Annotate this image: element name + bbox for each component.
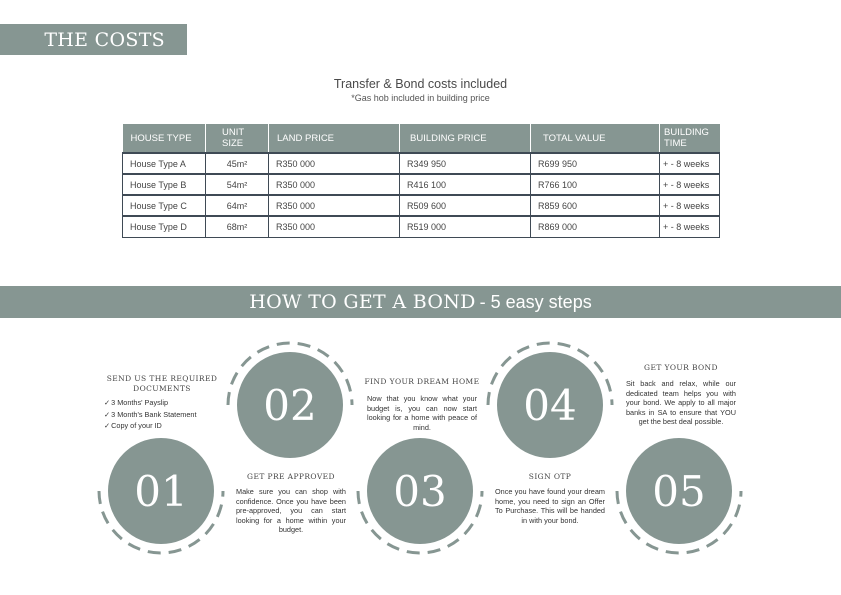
- costs-subtitle: Transfer & Bond costs included: [333, 77, 508, 91]
- cell-land-price: R350 000: [269, 174, 400, 195]
- step-circle-02: 02: [237, 352, 343, 458]
- step-title-05: GET YOUR BOND: [644, 363, 718, 372]
- cost-table: [122, 124, 720, 238]
- step-title-01: SEND US THE REQUIRED DOCUMENTS: [106, 374, 218, 393]
- step-text-02: Make sure you can shop with confidence. Once you have been pre-approved, you can start looking for a home within your budget.: [236, 487, 346, 535]
- costs-subnote: *Gas hob included in building price: [351, 93, 490, 103]
- step-title-04: SIGN OTP: [528, 472, 572, 481]
- header-house-type: HOUSE TYPE: [123, 124, 206, 153]
- step-circle-03: 03: [367, 438, 473, 544]
- cell-building-price: R519 000: [400, 216, 531, 237]
- cell-unit-size: 45m²: [206, 153, 269, 174]
- header-unit-size: UNIT SIZE: [206, 124, 269, 153]
- step-title-03: FIND YOUR DREAM HOME: [364, 377, 480, 386]
- step-text-04: Once you have found your dream home, you need to sign an Offer To Purchase. This will be handed in with your bond.: [495, 487, 605, 525]
- step-text-05: Sit back and relax, while our dedicated team helps you with your bond. We apply to all major banks in SA to ensure that YOU get the best deal possible.: [626, 379, 736, 427]
- check-icon: ✓: [104, 409, 111, 419]
- table-header-row: [123, 124, 720, 153]
- cell-land-price: R350 000: [269, 195, 400, 216]
- table-row: [123, 216, 720, 237]
- list-item: ✓Copy of your ID: [104, 421, 162, 430]
- cell-building-time: + - 8 weeks: [660, 195, 720, 216]
- cell-building-price: R416 100: [400, 174, 531, 195]
- list-item: ✓3 Months' Payslip: [104, 398, 169, 407]
- cell-total-value: R869 000: [531, 216, 660, 237]
- costs-banner: [0, 24, 187, 55]
- step-circle-04: 04: [497, 352, 603, 458]
- step-text-03: Now that you know what your budget is, you can now start looking for a home with peace of mind.: [367, 394, 477, 432]
- document-checklist: [104, 397, 196, 432]
- cell-house-type: House Type C: [123, 195, 206, 216]
- cell-total-value: R699 950: [531, 153, 660, 174]
- cell-house-type: House Type D: [123, 216, 206, 237]
- cell-total-value: R766 100: [531, 174, 660, 195]
- table-row: [123, 195, 720, 216]
- cell-house-type: House Type B: [123, 174, 206, 195]
- step-circle-05: 05: [626, 438, 732, 544]
- header-building-time: BUILDING TIME: [660, 124, 720, 153]
- table-row: [123, 174, 720, 195]
- bond-title: HOW TO GET A BOND: [249, 291, 476, 313]
- bond-banner: [0, 286, 841, 318]
- header-total-value: TOTAL VALUE: [531, 124, 660, 153]
- cell-land-price: R350 000: [269, 153, 400, 174]
- costs-title: THE COSTS: [44, 28, 165, 51]
- bond-subtitle: - 5 easy steps: [479, 291, 592, 312]
- cell-building-time: + - 8 weeks: [660, 174, 720, 195]
- cell-house-type: House Type A: [123, 153, 206, 174]
- cell-total-value: R859 600: [531, 195, 660, 216]
- cell-building-time: + - 8 weeks: [660, 216, 720, 237]
- header-building-price: BUILDING PRICE: [400, 124, 531, 153]
- cell-unit-size: 68m²: [206, 216, 269, 237]
- cell-unit-size: 54m²: [206, 174, 269, 195]
- check-icon: ✓: [104, 398, 111, 407]
- cell-land-price: R350 000: [269, 216, 400, 237]
- header-land-price: LAND PRICE: [269, 124, 400, 153]
- cell-unit-size: 64m²: [206, 195, 269, 216]
- cell-building-price: R509 600: [400, 195, 531, 216]
- step-circle-01: 01: [108, 438, 214, 544]
- step-title-02: GET PRE APPROVED: [247, 472, 335, 481]
- cell-building-time: + - 8 weeks: [660, 153, 720, 174]
- table-row: [123, 153, 720, 174]
- list-item: ✓3 Month's Bank Statement: [104, 409, 197, 419]
- cell-building-price: R349 950: [400, 153, 531, 174]
- check-icon: ✓: [104, 421, 111, 430]
